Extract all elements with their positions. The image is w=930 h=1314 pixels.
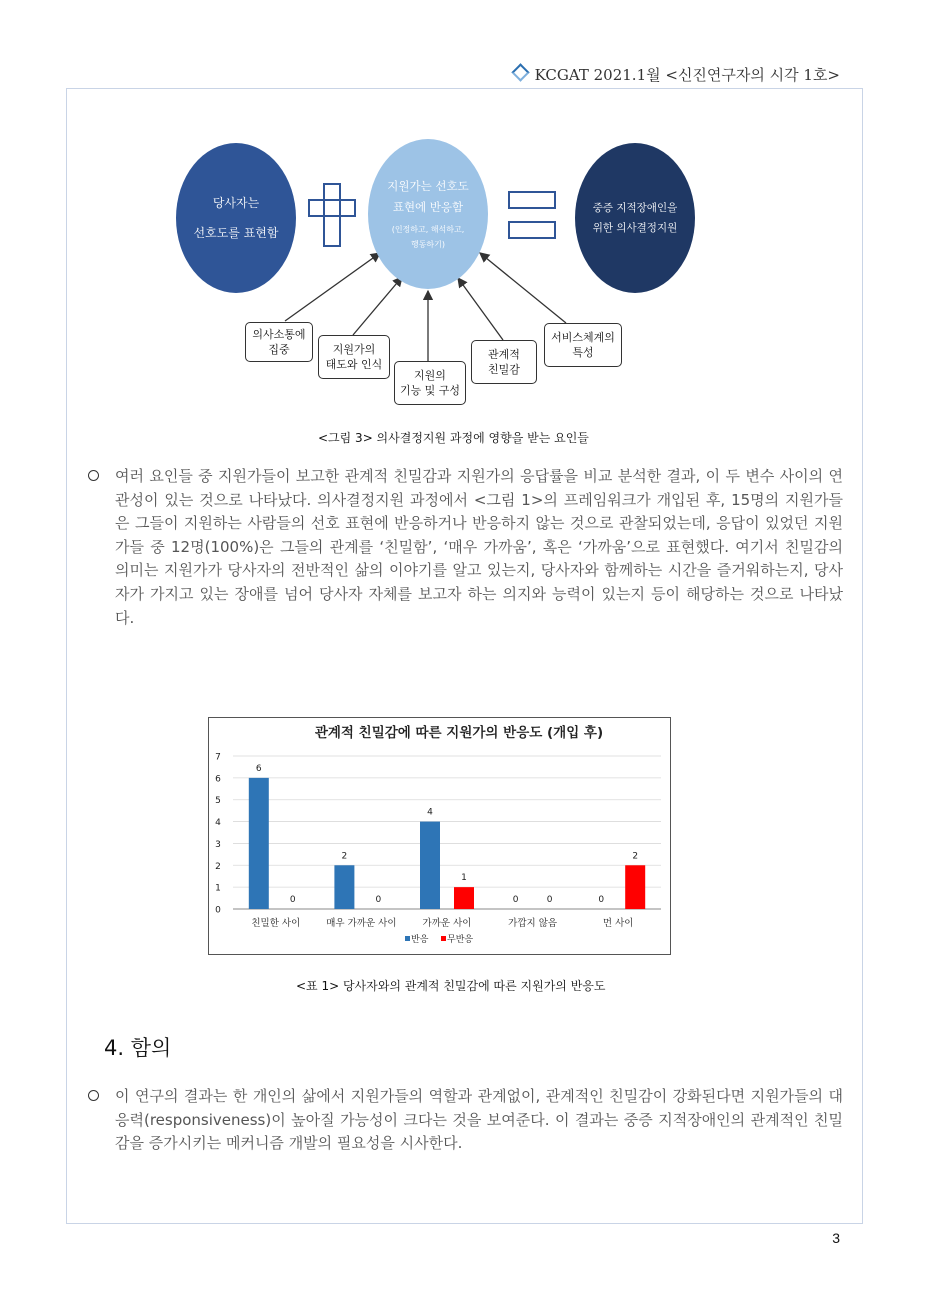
y-tick-label: 1 <box>215 883 221 894</box>
factor-diagram <box>170 135 690 415</box>
data-label: 2 <box>341 851 348 862</box>
data-label: 0 <box>512 895 519 905</box>
data-label: 0 <box>289 895 296 905</box>
data-label: 0 <box>598 895 605 905</box>
circle-left-line-2: 선호도를 표현함 <box>193 226 279 240</box>
y-tick-label: 0 <box>215 905 221 916</box>
factor-4-line-1: 관계적 <box>488 348 520 361</box>
factor-box-function <box>394 361 466 405</box>
circle-supporter-response <box>368 139 488 289</box>
legend-swatch <box>405 936 410 941</box>
page-number: 3 <box>832 1230 840 1246</box>
bar-response <box>249 778 269 909</box>
y-tick-label: 6 <box>215 774 221 785</box>
response-chart <box>208 717 671 955</box>
arrow-1 <box>285 253 380 321</box>
factor-box-intimacy <box>471 340 537 384</box>
bar-no-response <box>625 865 645 909</box>
bar-response <box>420 822 440 909</box>
y-tick-label: 5 <box>215 796 221 807</box>
plus-icon-fill <box>326 202 339 215</box>
arrow-5 <box>480 253 566 323</box>
circle-center-note <box>392 222 465 252</box>
factor-5-line-2: 특성 <box>572 346 594 359</box>
arrow-2 <box>353 277 402 335</box>
data-label: 6 <box>255 763 262 774</box>
bar-no-response <box>454 887 474 909</box>
page-header <box>514 64 840 85</box>
factor-2-line-2: 태도와 인식 <box>325 358 383 371</box>
chart-canvas <box>209 718 670 954</box>
circle-decision-support <box>575 143 695 293</box>
equals-icon <box>508 191 556 209</box>
legend-label: 무반응 <box>447 935 474 945</box>
x-tick-label: 가까운 사이 <box>422 918 472 929</box>
paragraph-implications <box>88 1085 843 1156</box>
circle-bullet-icon <box>88 1090 99 1101</box>
y-tick-label: 7 <box>215 752 221 763</box>
circle-right-line-2: 위한 의사결정지원 <box>592 222 678 234</box>
bar-response <box>334 865 354 909</box>
chart-title: 관계적 친밀감에 따른 지원가의 반응도 (개입 후) <box>314 725 604 741</box>
factor-box-service-system <box>544 323 622 367</box>
x-tick-label: 먼 사이 <box>602 918 634 929</box>
y-tick-label: 4 <box>215 818 221 829</box>
factor-2-line-1: 지원가의 <box>332 343 376 356</box>
header-text: KCGAT 2021.1월 <신진연구자의 시각 1호> <box>534 66 840 84</box>
factor-1-line-1: 의사소통에 <box>252 328 306 341</box>
diamond-icon <box>511 63 529 81</box>
data-label: 0 <box>375 895 382 905</box>
data-label: 0 <box>546 895 553 905</box>
factor-box-communication <box>245 322 313 362</box>
factor-3-line-2: 기능 및 구성 <box>399 384 461 397</box>
circle-center-note-line-2: 행동하기) <box>410 240 446 249</box>
factor-box-attitude <box>318 335 390 379</box>
x-tick-label: 매우 가까운 사이 <box>326 918 397 929</box>
circle-center-line-1: 지원가는 선호도 <box>387 179 469 193</box>
y-tick-label: 3 <box>215 839 221 850</box>
circle-bullet-icon <box>88 470 99 481</box>
figure-caption: <그림 3> 의사결정지원 과정에 영향을 받는 요인들 <box>318 431 589 445</box>
data-label: 1 <box>461 873 467 884</box>
section-title: 4. 함의 <box>104 1036 172 1060</box>
factor-5-line-1: 서비스체계의 <box>551 331 615 344</box>
data-label: 4 <box>427 807 433 818</box>
circle-center-line-2: 표현에 반응함 <box>392 200 464 214</box>
paragraph-results-text: 여러 요인들 중 지원가들이 보고한 관계적 친밀감과 지원가의 응답률을 비교 분석한 결과, 이 두 변수 사이의 연관성이 있는 것으로 나타났다. 의사결정지원 과정에서 <그림 1>의 프레임워크가 개입된 후, 15명의 지원가들은 그들이 지원하는 사람들의 선호 표현에 반응하거나 반응하지 않는 것으로 관찰되었는데, 응답이 있었던 지원가들 중 12명(100%)은 그들의 관계를 ‘친밀함’, ‘매우 가까움’, 혹은 ‘가까움’으로 표현했다. 여기서 친밀감의 의미는 지원가가 당사자의 전반적인 삶의 이야기를 알고 있는지, 당사자와 함께하는 시간을 즐거워하는지, 당사자가 가지고 있는 장애를 넘어 당사자 자체를 보고자 하는 의지와 능력이 있는지 등이 해당하는 것으로 나타났다. <box>115 467 843 627</box>
x-tick-label: 친밀한 사이 <box>251 918 301 929</box>
arrow-4 <box>458 278 503 340</box>
factor-4-line-2: 친밀감 <box>488 363 520 376</box>
table-caption: <표 1> 당사자와의 관계적 친밀감에 따른 지원가의 반응도 <box>296 979 606 993</box>
factor-3-line-1: 지원의 <box>414 369 446 382</box>
legend-label: 반응 <box>411 935 429 945</box>
circle-left-line-1: 당사자는 <box>212 196 260 210</box>
circle-right-line-1: 중증 지적장애인을 <box>592 202 678 214</box>
circle-center-note-line-1: (인정하고, 해석하고, <box>391 225 465 234</box>
circle-self-expression <box>176 143 296 293</box>
y-tick-label: 2 <box>215 861 221 872</box>
data-label: 2 <box>632 851 639 862</box>
equals-icon-bar <box>508 221 556 239</box>
factor-1-line-2: 집중 <box>268 343 290 356</box>
legend-swatch <box>441 936 446 941</box>
paragraph-implications-text: 이 연구의 결과는 한 개인의 삶에서 지원가들의 역할과 관계없이, 관계적인 친밀감이 강화된다면 지원가들의 대응력(responsiveness)이 높아질 가능성이 크다는 것을 보여준다. 이 결과는 중증 지적장애인의 관계적인 친밀감을 증가시키는 메커니즘 개발의 필요성을 시사한다. <box>115 1087 843 1153</box>
x-tick-label: 가깝지 않음 <box>508 918 558 929</box>
paragraph-results <box>88 465 843 630</box>
